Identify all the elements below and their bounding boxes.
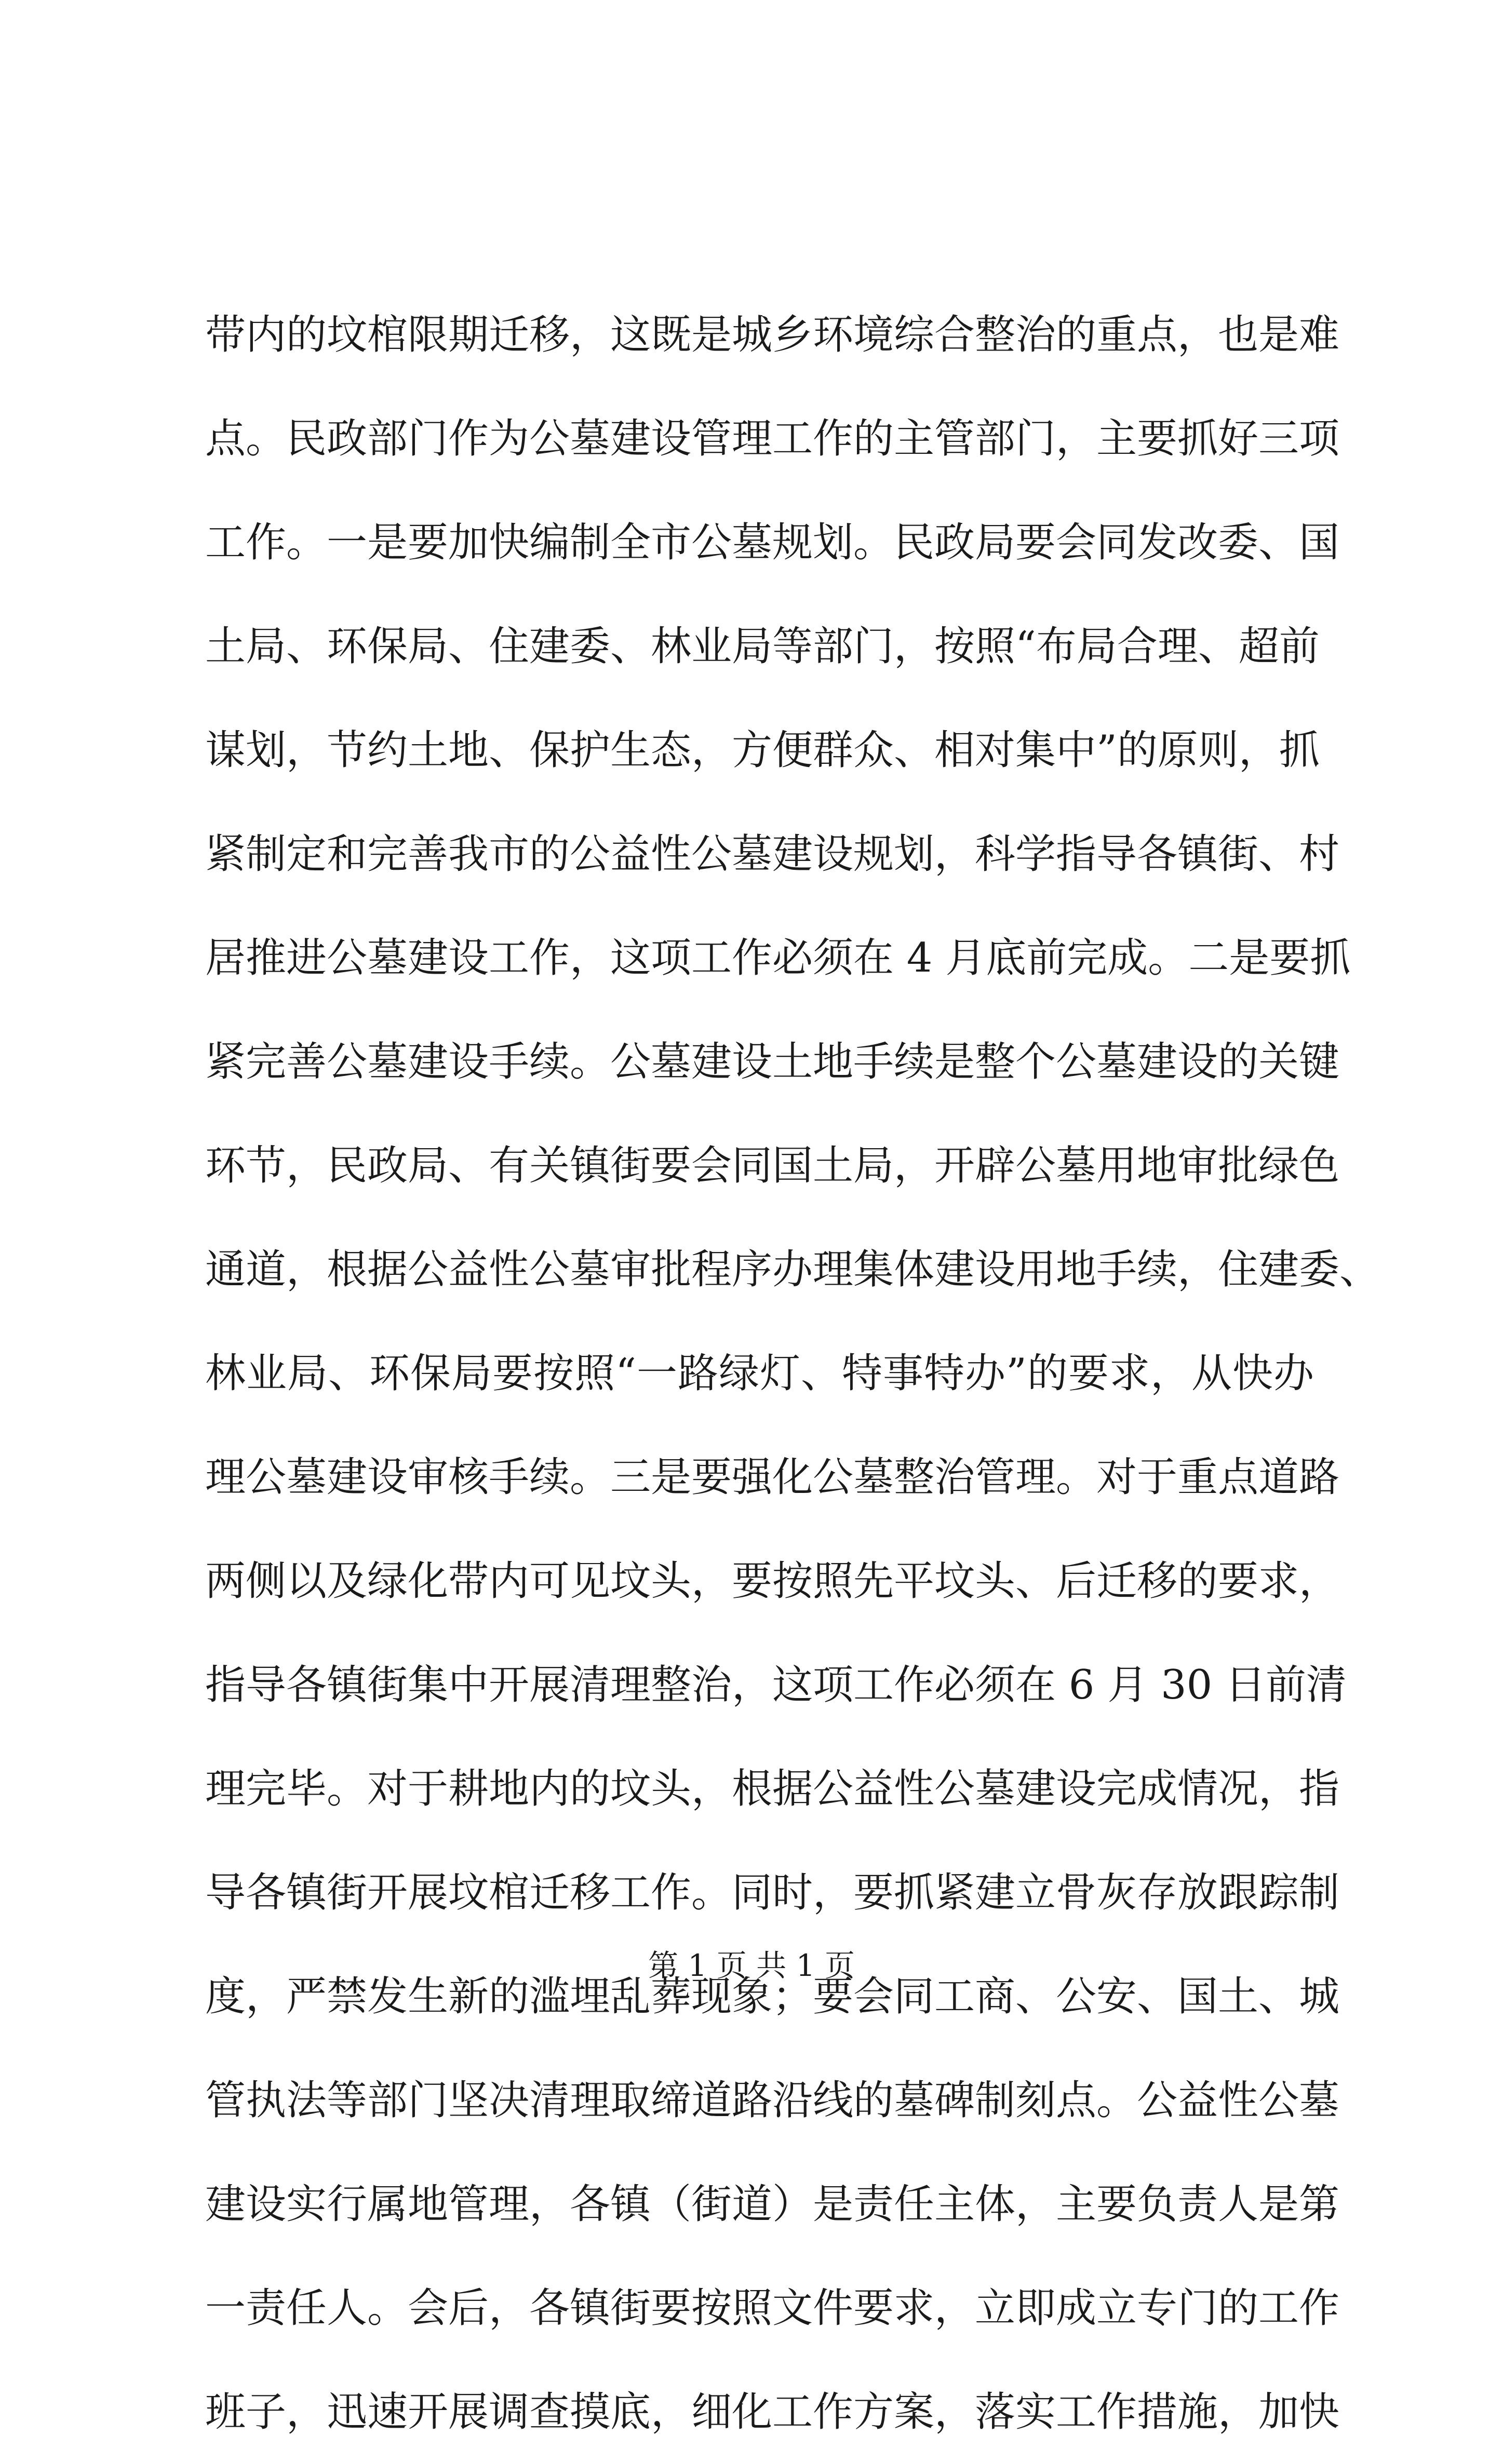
text-line: 理公墓建设审核手续。三是要强化公墓整治管理。对于重点道路 xyxy=(205,1454,1340,1501)
text-line: 两侧以及绿化带内可见坟头，要按照先平坟头、后迁移的要求， xyxy=(205,1558,1340,1605)
text-line: 通道，根据公益性公墓审批程序办理集体建设用地手续，住建委、 xyxy=(205,1246,1380,1293)
text-line: 班子，迅速开展调查摸底，细化工作方案，落实工作措施，加快 xyxy=(205,2389,1340,2435)
text-line: 点。民政部门作为公墓建设管理工作的主管部门，主要抓好三项 xyxy=(205,415,1340,462)
text-line: 工作。一是要加快编制全市公墓规划。民政局要会同发改委、国 xyxy=(205,519,1340,566)
text-line: 带内的坟棺限期迁移，这既是城乡环境综合整治的重点，也是难 xyxy=(205,312,1340,358)
text-line: 土局、环保局、住建委、林业局等部门，按照“布局合理、超前 xyxy=(205,623,1320,670)
text-line: 谋划，节约土地、保护生态，方便群众、相对集中”的原则，抓 xyxy=(205,727,1320,774)
text-line: 管执法等部门坚决清理取缔道路沿线的墓碑制刻点。公益性公墓 xyxy=(205,2077,1340,2124)
text-line: 指导各镇街集中开展清理整治，这项工作必须在 6 月 30 日前清 xyxy=(205,1662,1347,1708)
text-line: 林业局、环保局要按照“一路绿灯、特事特办”的要求，从快办 xyxy=(205,1350,1314,1397)
text-line: 紧制定和完善我市的公益性公墓建设规划，科学指导各镇街、村 xyxy=(205,831,1340,878)
text-line: 居推进公墓建设工作，这项工作必须在 4 月底前完成。二是要抓 xyxy=(205,935,1351,981)
text-line: 紧完善公墓建设手续。公墓建设土地手续是整个公墓建设的关键 xyxy=(205,1039,1340,1085)
text-line: 度，严禁发生新的滥埋乱葬现象；要会同工商、公安、国土、城 xyxy=(205,1973,1340,2020)
text-line: 建设实行属地管理，各镇（街道）是责任主体，主要负责人是第 xyxy=(205,2181,1340,2228)
text-line: 导各镇街开展坟棺迁移工作。同时，要抓紧建立骨灰存放跟踪制 xyxy=(205,1869,1340,1916)
page-number-footer: 第 1 页 共 1 页 xyxy=(648,1948,855,1983)
text-line: 一责任人。会后，各镇街要按照文件要求，立即成立专门的工作 xyxy=(205,2285,1340,2332)
text-line: 环节，民政局、有关镇街要会同国土局，开辟公墓用地审批绿色 xyxy=(205,1142,1340,1189)
body-text xyxy=(205,283,1380,2464)
text-line: 理完毕。对于耕地内的坟头，根据公益性公墓建设完成情况，指 xyxy=(205,1766,1340,1812)
